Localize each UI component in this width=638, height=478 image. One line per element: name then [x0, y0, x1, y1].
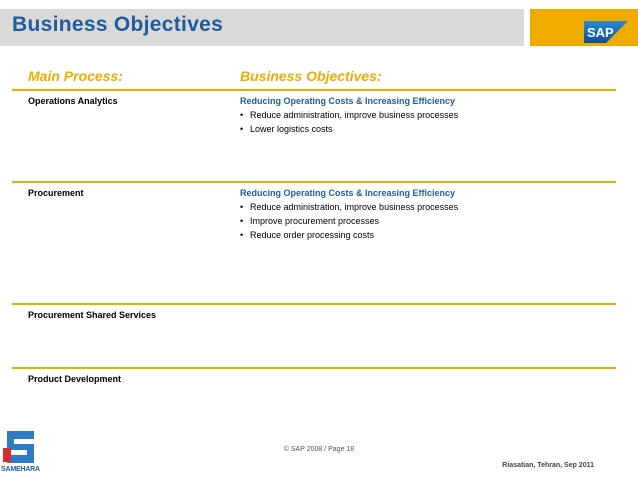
list-item: • Reduce administration, improve business processes [240, 202, 459, 212]
divider [12, 303, 616, 305]
sap-logo [584, 21, 628, 43]
divider [12, 181, 616, 183]
process-procurement: Procurement [28, 188, 84, 198]
list-item: • Reduce order processing costs [240, 230, 375, 240]
bullet-text: Lower logistics costs [250, 124, 333, 134]
bullet-text: Reduce order processing costs [250, 230, 375, 240]
column-header-objectives: Business Objectives: [240, 68, 382, 84]
bullet-text: Improve procurement processes [250, 216, 380, 226]
samehara-logo-icon [0, 428, 42, 466]
process-product-development: Product Development [28, 374, 122, 384]
objective-heading: Reducing Operating Costs & Increasing Efficiency [240, 96, 456, 106]
list-item: • Improve procurement processes [240, 216, 380, 226]
objective-heading: Reducing Operating Costs & Increasing Efficiency [240, 188, 456, 198]
bullet-text: Reduce administration, improve business processes [250, 110, 459, 120]
process-procurement-shared-services: Procurement Shared Services [28, 310, 157, 320]
footer-attribution: Riasatian, Tehran, Sep 2011 [502, 462, 594, 469]
divider [12, 89, 616, 91]
divider [12, 367, 616, 369]
list-item: • Lower logistics costs [240, 124, 333, 134]
page-footer: © SAP 2008 / Page 18 [283, 446, 355, 453]
bullet-text: Reduce administration, improve business processes [250, 202, 459, 212]
page-title: Business Objectives [12, 13, 224, 36]
samehara-logo-text: SAMEHARA [1, 466, 40, 473]
list-item: • Reduce administration, improve business processes [240, 110, 459, 120]
process-operations-analytics: Operations Analytics [28, 96, 118, 106]
sap-logo-text: SAP [587, 25, 614, 40]
column-header-process: Main Process: [28, 68, 123, 84]
